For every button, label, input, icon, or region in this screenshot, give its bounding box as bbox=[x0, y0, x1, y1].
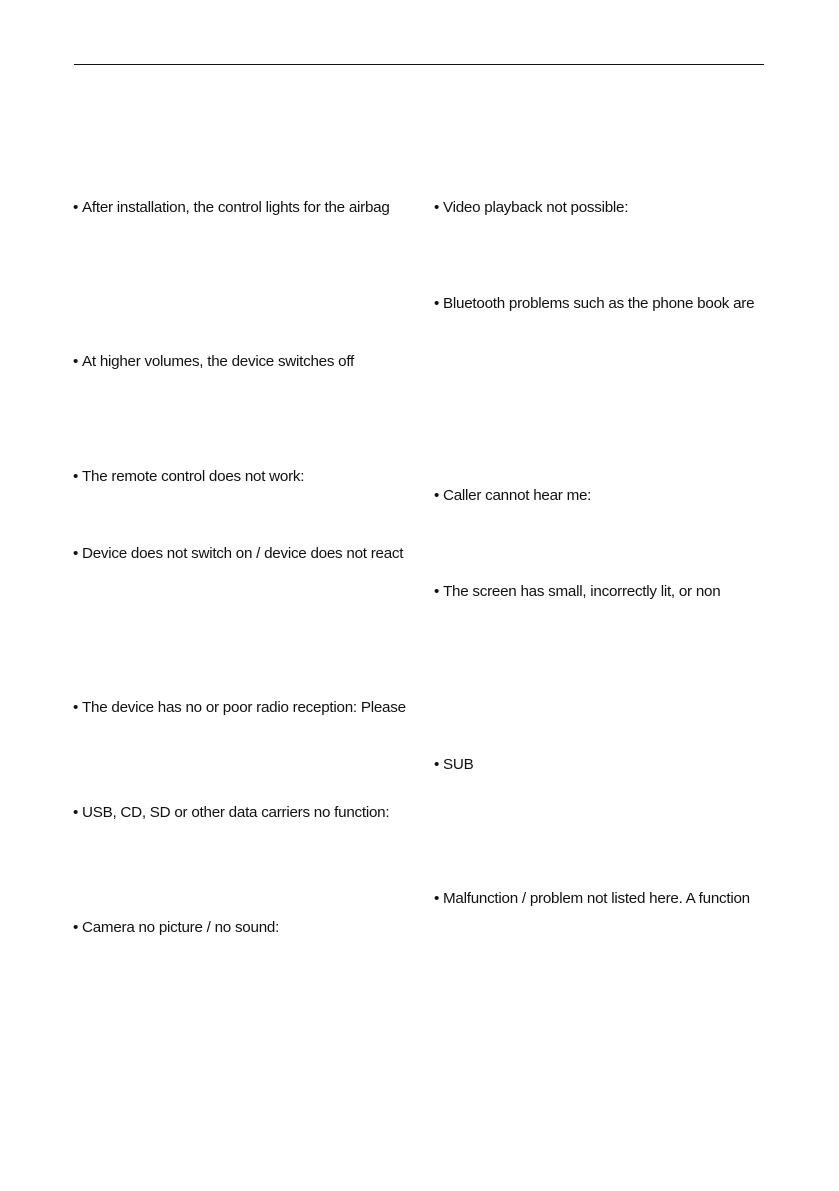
item-text: After installation, the control lights for the airbag bbox=[82, 199, 390, 216]
troubleshooting-item-sub bbox=[434, 756, 473, 774]
item-text: Device does not switch on / device does not react bbox=[82, 545, 404, 562]
item-text: Caller cannot hear me: bbox=[443, 487, 592, 504]
troubleshooting-item-bluetooth bbox=[434, 295, 754, 313]
troubleshooting-item-radio-reception bbox=[73, 699, 406, 717]
bullet: • bbox=[434, 295, 440, 312]
item-text: Bluetooth problems such as the phone book are bbox=[443, 295, 755, 312]
bullet: • bbox=[73, 699, 79, 716]
troubleshooting-item-caller-cannot-hear bbox=[434, 487, 591, 505]
bullet: • bbox=[434, 487, 440, 504]
bullet: • bbox=[73, 804, 79, 821]
item-text: SUB bbox=[443, 756, 474, 773]
item-text: The device has no or poor radio reception: Please bbox=[82, 699, 406, 716]
troubleshooting-item-device-no-power bbox=[73, 545, 403, 563]
item-text: USB, CD, SD or other data carriers no function: bbox=[82, 804, 390, 821]
troubleshooting-item-airbag-lights bbox=[73, 199, 390, 217]
bullet: • bbox=[434, 583, 440, 600]
bullet: • bbox=[434, 756, 440, 773]
troubleshooting-item-remote-control bbox=[73, 468, 304, 486]
troubleshooting-item-screen-pixels bbox=[434, 583, 720, 601]
bullet: • bbox=[434, 890, 440, 907]
troubleshooting-item-malfunction-other bbox=[434, 890, 750, 908]
bullet: • bbox=[73, 353, 79, 370]
troubleshooting-item-volume-switch-off bbox=[73, 353, 354, 371]
item-text: Malfunction / problem not listed here. A function bbox=[443, 890, 750, 907]
bullet: • bbox=[73, 545, 79, 562]
bullet: • bbox=[434, 199, 440, 216]
bullet: • bbox=[73, 199, 79, 216]
item-text: The screen has small, incorrectly lit, or non bbox=[443, 583, 721, 600]
troubleshooting-item-data-carriers bbox=[73, 804, 389, 822]
item-text: At higher volumes, the device switches off bbox=[82, 353, 355, 370]
troubleshooting-item-video-playback bbox=[434, 199, 628, 217]
bullet: • bbox=[73, 919, 79, 936]
troubleshooting-item-camera bbox=[73, 919, 279, 937]
item-text: Video playback not possible: bbox=[443, 199, 629, 216]
bullet: • bbox=[73, 468, 79, 485]
header-rule bbox=[74, 64, 764, 65]
item-text: Camera no picture / no sound: bbox=[82, 919, 280, 936]
item-text: The remote control does not work: bbox=[82, 468, 305, 485]
